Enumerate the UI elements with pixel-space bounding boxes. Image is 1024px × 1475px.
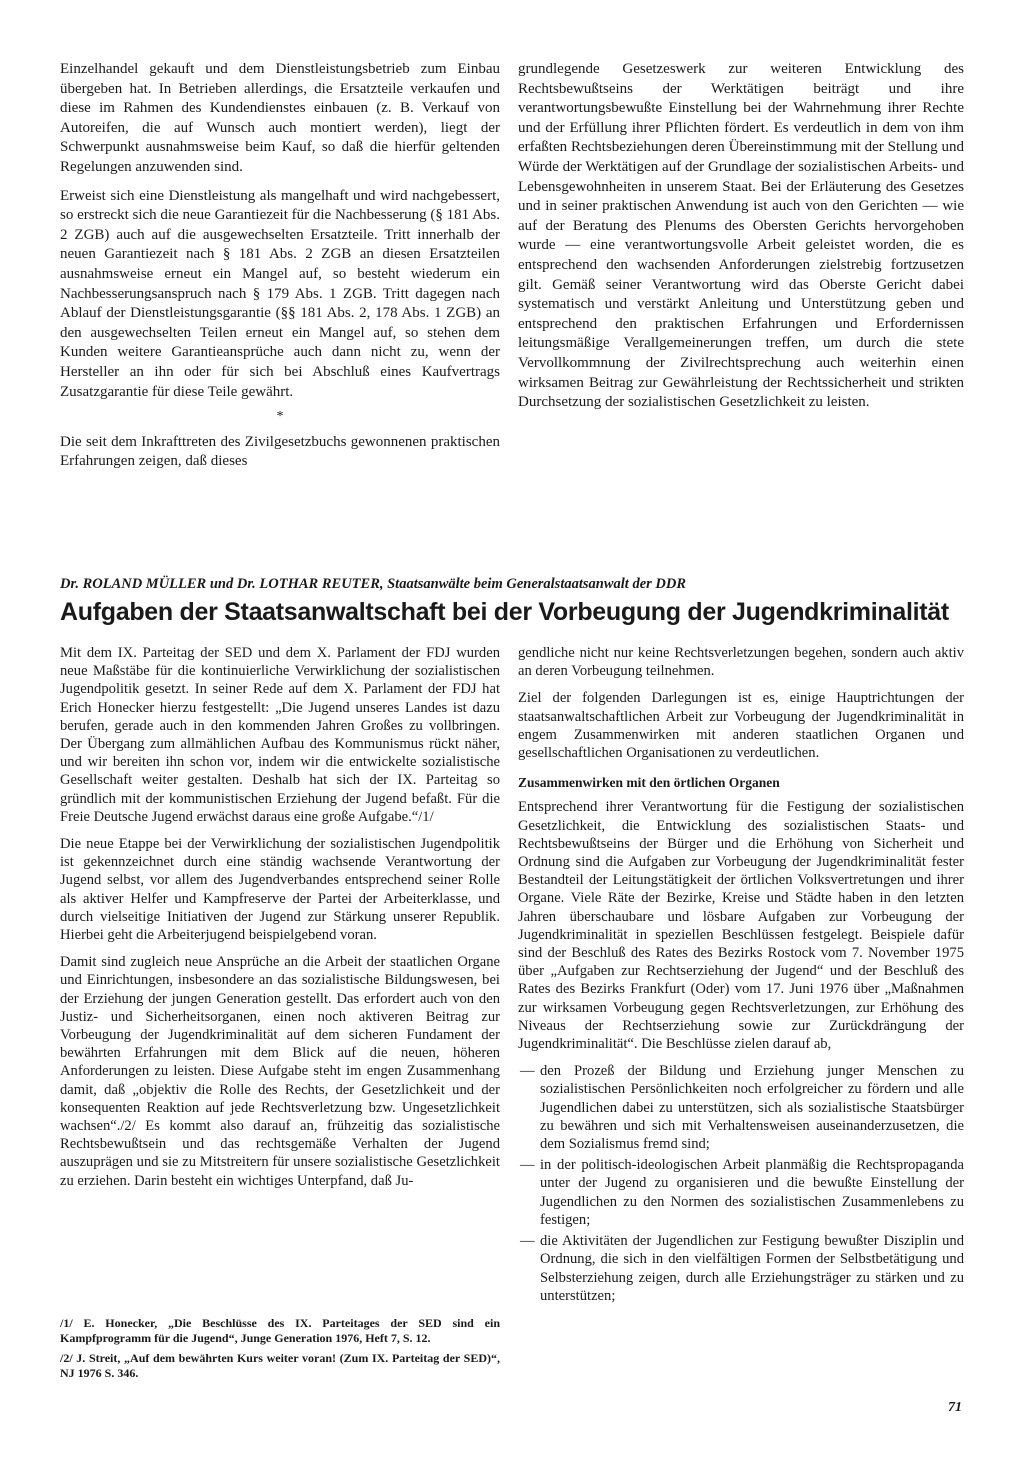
paragraph: Damit sind zugleich neue Ansprüche an die Arbeit der staatlichen Organe und Einrichtungen, insbesondere an das sozialistische Bildungswesen, bei der Erziehung der jungen Generation gestellt. Das erfordert auch von den Justiz- und Sicherheitsorganen, einen noch aktiveren Beitrag zur Vorbeugung der Jugendkriminalität auf dem sicheren Fundament der bewährten Erfahrungen mit dem Blick auf die neuen, höheren Anforderungen zu leisten. Diese Aufgabe steht im engen Zusammenhang damit, daß „objektiv die Rolle des Rechts, der Gesetzlichkeit und der konsequenten Reaktion auf jede Rechtsverletzung bzw. Ungesetzlichkeit wachsen“./2/ Es kommt also darauf an, frühzeitig das sozialistische Rechtsbewußtsein und das rechtsgemäße Verhalten der Jugend auszuprägen und sie zu Mitstreitern für unsere sozialistische Gesetzlichkeit zu erziehen. Darin besteht ein wichtiges Unterpfand, daß Ju- [60, 954, 500, 1189]
list-item [518, 1232, 964, 1305]
article-authors: Dr. ROLAND MÜLLER und Dr. LOTHAR REUTER, Staatsanwälte beim Generalstaatsanwalt der DDR [60, 576, 687, 592]
article-left-column [60, 644, 500, 1199]
list-item [518, 1156, 964, 1229]
top-right-column [518, 60, 964, 422]
footnotes [60, 1316, 500, 1386]
article-right-column [518, 644, 964, 1308]
footnote: /2/ J. Streit, „Auf dem bewährten Kurs weiter voran! (Zum IX. Parteitag der SED)“, NJ 1976 S. 346. [60, 1351, 500, 1380]
dash-bullet: — [520, 1063, 535, 1080]
top-left-column [60, 60, 500, 481]
section-heading: Zusammenwirken mit den örtlichen Organen [518, 775, 780, 791]
page-number: 71 [948, 1400, 962, 1415]
footnote: /1/ E. Honecker, „Die Beschlüsse des IX. Parteitages der SED sind ein Kampfprogramm für die Jugend“, Junge Generation 1976, Heft 7, S. 12. [60, 1316, 500, 1345]
list-item-text: in der politisch-ideologischen Arbeit planmäßig die Rechtspropaganda unter der Jugend zu organisieren und die bewußte Einstellung der Jugendlichen zu den Normen des sozialistischen Zusammenlebens zu festigen; [540, 1157, 964, 1228]
dash-bullet: — [520, 1233, 535, 1250]
paragraph: grundlegende Gesetzeswerk zur weiteren Entwicklung des Rechtsbewußtseins der Werktätigen beiträgt und ihre verantwortungsbewußte Einstellung bei der Wahrnehmung ihrer Rechte und der Erfüllung ihrer Pflichten fördert. Es verdeutlich in dem von ihm erfaßten Rechtsbeziehungen deren Übereinstimmung mit der Stellung und Würde der Werktätigen auf der Grundlage der sozialistischen Arbeits- und Lebensgewohnheiten in unserem Staat. Bei der Erläuterung des Gesetzes und in seiner praktischen Anwendung ist auch von den Gerichten — wie auf der Beratung des Plenums des Obersten Gerichts hervorgehoben wurde — eine verantwortungsvolle Arbeit geleistet worden, die es entsprechend den wachsenden Anforderungen zielstrebig fortzusetzen gilt. Gemäß seiner Verantwortung wird das Oberste Gericht dabei systematisch und verstärkt Anleitung und Unterstützung geben und entsprechend den praktischen Erfahrungen und Erfordernissen leitungsmäßige Verallgemeinerungen treffen, um durch die stete Vervollkommnung der Zivilrechtsprechung auch weiterhin einen wirksamen Beitrag zur Gewährleistung der Rechtssicherheit und strikten Durchsetzung der sozialistischen Gesetzlichkeit zu leisten. [518, 61, 964, 411]
paragraph: Erweist sich eine Dienstleistung als mangelhaft und wird nachgebessert, so erstreckt sich die neue Garantiezeit für die Nachbesserung (§ 181 Abs. 2 ZGB) auch auf die ausgewechselten Ersatzteile. Tritt innerhalb der neuen Garantiezeit nach § 181 Abs. 2 ZGB an diesen Ersatzteilen ausnahmsweise erneut ein Mangel auf, so besteht wiederum ein Nachbesserungsanspruch nach § 179 Abs. 1 ZGB. Tritt dagegen nach Ablauf der Dienstleistungsgarantie (§§ 181 Abs. 2, 178 Abs. 1 ZGB) an den ausgewechselten Teilen erneut ein Mangel auf, so stehen dem Kunden weitere Garantieansprüche auch dann nicht zu, wenn der Hersteller an ihn oder für sich bei Abschluß eines Kaufvertrags Zusatzgarantie für diese Teile gewährt. [60, 187, 500, 400]
paragraph: Die neue Etappe bei der Verwirklichung der sozialistischen Jugendpolitik ist gekennzeichnet durch eine ständig wachsende Verantwortung der Jugend selbst, vor allem des Jugendverbandes entsprechend seiner Rolle als aktiver Helfer und Kampfreserve der Partei der Arbeiterklasse, und durch vielseitige Initiativen der Jugend zur Stärkung unserer Republik. Hierbei geht die Arbeiterjugend beispielgebend voran. [60, 836, 500, 944]
list-item [518, 1062, 964, 1153]
list-item-text: die Aktivitäten der Jugendlichen zur Festigung bewußter Disziplin und Ordnung, die sich in den vielfältigen Formen der Selbstbetätigung und Selbsterziehung zeigen, durch alle Erziehungsträger zu stärken und zu unterstützen; [540, 1233, 964, 1304]
paragraph: Ziel der folgenden Darlegungen ist es, einige Hauptrichtungen der staatsanwaltschaftlichen Arbeit zur Vorbeugung der Jugendkriminalität in engem Zusammenwirken mit anderen staatlichen Organen und gesellschaftlichen Organisationen zu verdeutlichen. [518, 690, 964, 762]
bullet-list [518, 1062, 964, 1305]
paragraph: Entsprechend ihrer Verantwortung für die Festigung der sozialistischen Gesetzlichkeit, die Entwicklung des sozialistischen Staats- und Rechtsbewußtseins der Bürger und die Erhöhung von Sicherheit und Ordnung sind die Aufgaben zur Vorbeugung der Jugendkriminalität fester Bestandteil der Leitungstätigkeit der örtlichen Volksvertretungen und ihrer Organe. Viele Räte der Bezirke, Kreise und Städte haben in den letzten Jahren überschaubare und lösbare Aufgaben zur Vorbeugung der Jugendkriminalität in speziellen Beschlüssen festgelegt. Beispiele dafür sind der Beschluß des Rates des Bezirks Rostock vom 7. November 1975 über „Aufgaben zur Rechtserziehung der Jugend“ und der Beschluß des Rates des Bezirks Frankfurt (Oder) vom 17. Juni 1976 über „Maßnahmen zur wirksamen Vorbeugung gegen Rechtsverletzungen, zur Erhöhung des Niveaus der Rechtserziehung sowie zur Zurückdrängung der Jugendkriminalität“. Die Beschlüsse zielen darauf ab, [518, 799, 964, 1053]
dash-bullet: — [520, 1157, 535, 1174]
paragraph: Mit dem IX. Parteitag der SED und dem X. Parlament der FDJ wurden neue Maßstäbe für die kontinuierliche Verwirklichung der sozialistischen Jugendpolitik gesetzt. In seiner Rede auf dem X. Parlament der FDJ hat Erich Honecker hierzu festgestellt: „Die Jugend unseres Landes ist dazu berufen, gerade auch in den kommenden Jahren Großes zu vollbringen. Der Übergang zum allmählichen Aufbau des Kommunismus rückt näher, und wir bereiten ihn schon vor, indem wir die entwickelte sozialistische Gesellschaft weiter gestalten. Deshalb hat sich der IX. Parteitag so gründlich mit der kommunistischen Erziehung der Jugend befaßt. Für die Freie Deutsche Jugend erwächst daraus eine große Aufgabe.“/1/ [60, 645, 500, 825]
paragraph: Einzelhandel gekauft und dem Dienstleistungsbetrieb zum Einbau übergeben hat. In Betrieben allerdings, die Ersatzteile verkaufen und diese im Rahmen des Kundendienstes einbauen (z. B. Verkauf von Autoreifen, die auf Wunsch auch montiert werden), liegt der Schwerpunkt ausnahmsweise beim Kauf, so daß die hierfür geltenden Regelungen anzuwenden sind. [60, 61, 500, 175]
article-title: Aufgaben der Staatsanwaltschaft bei der Vorbeugung der Jugendkriminalität [60, 598, 949, 626]
paragraph: Die seit dem Inkrafttreten des Zivilgesetzbuchs gewonnenen praktischen Erfahrungen zeigen, daß dieses [60, 433, 500, 470]
list-item-text: den Prozeß der Bildung und Erziehung junger Menschen zu sozialistischen Persönlichkeiten noch erfolgreicher zu fördern und alle Jugendlichen dabei zu unterstützen, sich als sozialistische Staatsbürger zu bewähren und sich mit Verhaltensweisen auseinanderzusetzen, die dem Sozialismus fremd sind; [540, 1063, 964, 1153]
section-separator: * [276, 409, 284, 425]
paragraph: gendliche nicht nur keine Rechtsverletzungen begehen, sondern auch aktiv an deren Vorbeugung teilnehmen. [518, 645, 964, 680]
